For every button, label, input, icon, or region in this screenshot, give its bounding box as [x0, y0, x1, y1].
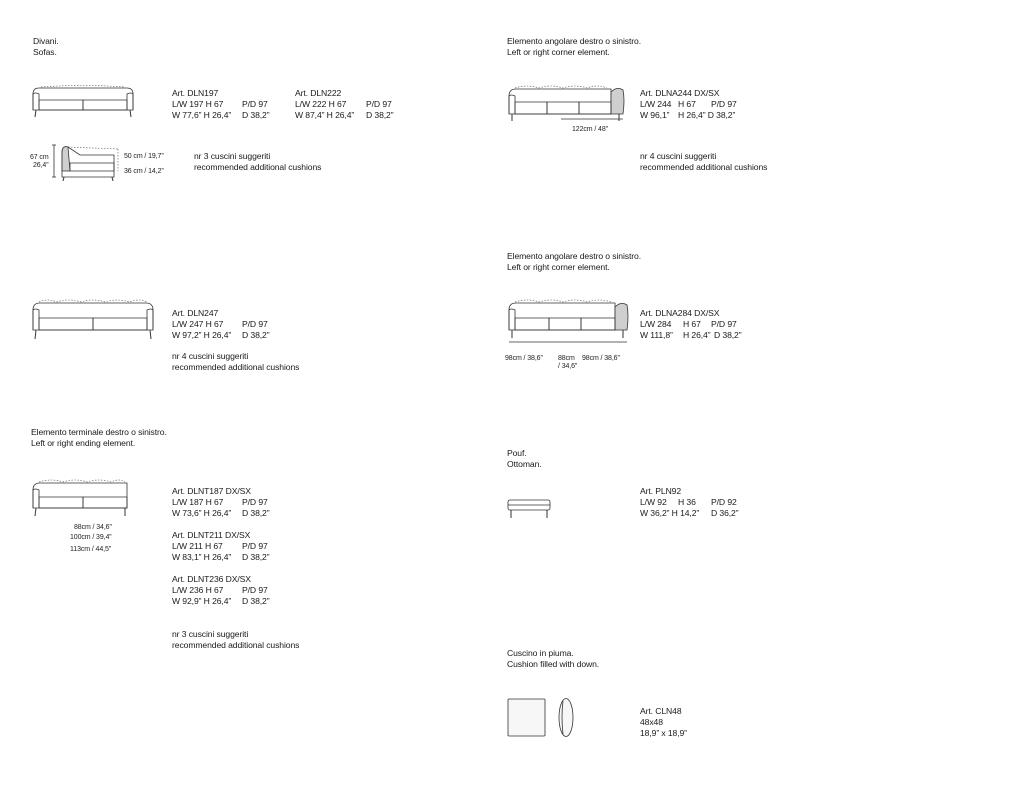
ending-heading: Elemento terminale destro o sinistro. Left or right ending element.: [31, 427, 167, 448]
corner-dlna244-drawing: [507, 84, 629, 122]
ending-dim-88: 88cm / 34,6”: [74, 524, 112, 531]
article-pln92: Art. PLN92 L/W 92 H 36 P/D 92 W 36,2” H 14,2” D 36,2”: [640, 486, 739, 518]
article-dlnt187: Art. DLNT187 DX/SX L/W 187 H 67 P/D 97 W 73,6” H 26,4” D 38,2”: [172, 486, 270, 518]
corner2-dim-98-left: 98cm / 38,6”: [505, 355, 543, 362]
ending-element-drawing: [31, 478, 129, 518]
corner-dlna284-drawing: [507, 298, 631, 344]
pouf-drawing: [507, 496, 551, 520]
corner2-dim-98-right: 98cm / 38,6”: [582, 355, 620, 362]
dln247-cushions-note: nr 4 cuscini suggeriti recommended additional cushions: [172, 351, 300, 372]
sofa-side-view-drawing: [54, 141, 122, 181]
cushion-drawing: [507, 697, 577, 739]
article-dlna244: Art. DLNA244 DX/SX L/W 244 H 67 P/D 97 W 96,1” H 26,4” D 38,2”: [640, 88, 737, 120]
sofas-cushions-note: nr 3 cuscini suggeriti recommended additional cushions: [194, 151, 322, 172]
article-cln48: Art. CLN48 48x48 18,9” x 18,9”: [640, 706, 687, 738]
height-inch-label: 26,4”: [33, 162, 49, 169]
ending-cushions-note: nr 3 cuscini suggeriti recommended additional cushions: [172, 629, 300, 650]
article-dlnt236: Art. DLNT236 DX/SX L/W 236 H 67 P/D 97 W 92,9” H 26,4” D 38,2”: [172, 574, 270, 606]
article-dln197: Art. DLN197 L/W 197 H 67 P/D 97 W 77,6” H 26,4” D 38,2”: [172, 88, 270, 120]
seat-height-label: 50 cm / 19,7”: [124, 153, 164, 160]
sofa-dln247-drawing: [31, 298, 155, 340]
pouf-heading: Pouf. Ottoman.: [507, 448, 542, 469]
cushion-heading: Cuscino in piuma. Cushion filled with down.: [507, 648, 600, 669]
article-dln222: Art. DLN222 L/W 222 H 67 P/D 97 W 87,4” H 26,4” D 38,2”: [295, 88, 394, 120]
ending-dim-113: 113cm / 44,5”: [70, 546, 111, 553]
corner2-dim-88-inch: / 34,6”: [558, 363, 578, 370]
seat-depth-label: 36 cm / 14,2”: [124, 168, 164, 175]
article-dln247: Art. DLN247 L/W 247 H 67 P/D 97 W 97,2” H 26,4” D 38,2”: [172, 308, 270, 340]
height-cm-label: 67 cm: [30, 154, 49, 161]
corner2-dim-88: 88cm: [558, 355, 575, 362]
sofas-heading: Divani. Sofas.: [33, 36, 59, 57]
article-dlnt211: Art. DLNT211 DX/SX L/W 211 H 67 P/D 97 W 83,1” H 26,4” D 38,2”: [172, 530, 270, 562]
sofa-dln197-drawing: [31, 84, 135, 118]
article-dlna284: Art. DLNA284 DX/SX L/W 284 H 67 P/D 97 W 111,8” H 26,4” D 38,2”: [640, 308, 742, 340]
corner2-heading: Elemento angolare destro o sinistro. Left or right corner element.: [507, 251, 641, 272]
corner1-heading: Elemento angolare destro o sinistro. Left or right corner element.: [507, 36, 641, 57]
ending-dim-100: 100cm / 39,4”: [70, 534, 112, 541]
corner1-dim-122: 122cm / 48”: [572, 126, 608, 133]
corner1-cushions-note: nr 4 cuscini suggeriti recommended additional cushions: [640, 151, 768, 172]
